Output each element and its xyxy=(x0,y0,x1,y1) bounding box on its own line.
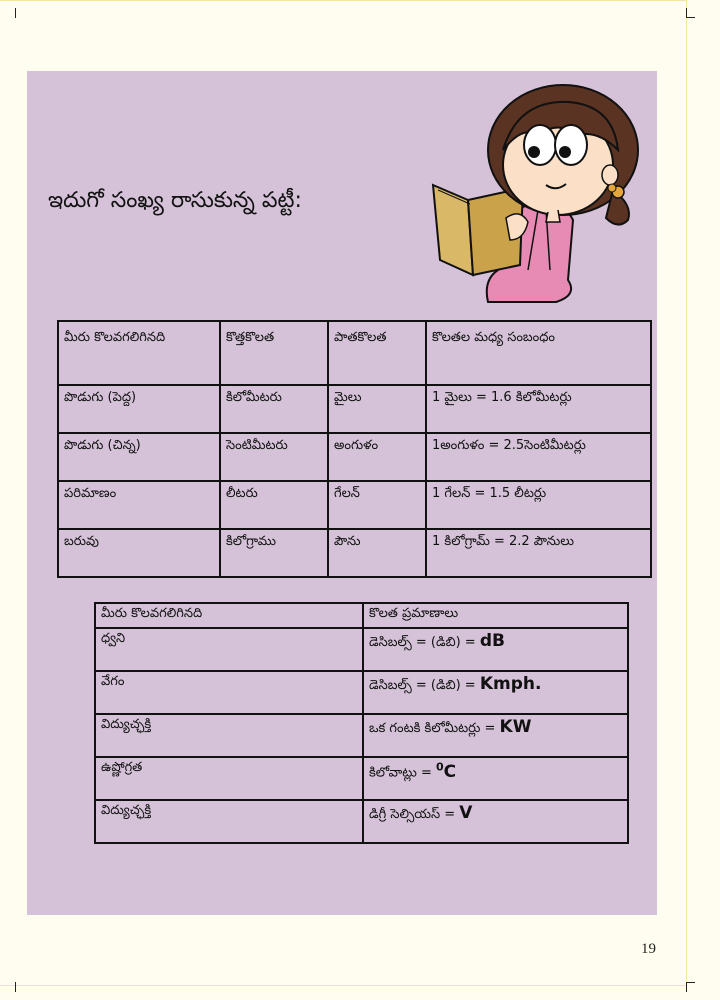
unit-symbol: Kmph. xyxy=(479,674,542,694)
table-cell: వేగం xyxy=(95,671,363,714)
unit-symbol: KW xyxy=(499,717,532,737)
crop-mark xyxy=(686,982,695,983)
table-cell: విద్యుచ్ఛక్తి xyxy=(95,714,363,757)
unit-prefix: డెసిబల్స్ = (డిబి) = xyxy=(369,678,480,693)
unit-superscript: 0 xyxy=(435,760,444,773)
table-cell: 1అంగుళం = 2.5సెంటిమీటర్లు xyxy=(426,433,651,481)
table-cell xyxy=(363,671,628,714)
table-cell: పరిమాణం xyxy=(58,481,220,529)
unit-prefix: ఒక గంటకి కిలోమీటర్లు = xyxy=(369,721,500,736)
table-cell: ఉష్ణోగ్రత xyxy=(95,757,363,800)
table-header-cell: పాతకొలత xyxy=(328,321,426,385)
table-cell: పొడుగు (పెద్ద) xyxy=(58,385,220,433)
crop-mark xyxy=(15,982,16,992)
table-cell: 1 కిలోగ్రామ్ = 2.2 పౌనులు xyxy=(426,529,651,577)
page-heading: ఇదుగో సంఖ్య రాసుకున్న పట్టీ: xyxy=(48,188,302,213)
table-cell: విద్యుచ్ఛక్తి xyxy=(95,800,363,843)
crop-mark xyxy=(686,17,695,18)
table-cell: పౌను xyxy=(328,529,426,577)
table-row xyxy=(58,481,651,529)
table-row xyxy=(95,628,628,671)
table-header-cell: కొత్తకొలత xyxy=(220,321,328,385)
table-header-row xyxy=(95,603,628,628)
unit-prefix: డెసిబల్స్ = (డిబి) = xyxy=(369,635,480,650)
unit-prefix: కిలోవాట్లు = xyxy=(369,765,436,781)
table-cell: ధ్వని xyxy=(95,628,363,671)
crop-mark xyxy=(15,8,16,18)
table-header-cell: మీరు కొలవగలిగినది xyxy=(58,321,220,385)
table-cell: బరువు xyxy=(58,529,220,577)
unit-symbol xyxy=(436,762,456,782)
table-row xyxy=(95,800,628,843)
units-table xyxy=(94,602,629,844)
unit-prefix: డిగ్రీ సెల్సియస్ = xyxy=(369,807,460,822)
unit-symbol: dB xyxy=(479,631,505,651)
unit-symbol: V xyxy=(459,803,473,823)
table-header-cell: కొలత ప్రమాణాలు xyxy=(363,603,628,628)
table-cell: గేలన్ xyxy=(328,481,426,529)
table-cell: మైలు xyxy=(328,385,426,433)
table-cell: సెంటిమీటరు xyxy=(220,433,328,481)
table-cell: 1 మైలు = 1.6 కిలోమీటర్లు xyxy=(426,385,651,433)
table-cell xyxy=(363,757,628,800)
table-cell xyxy=(363,628,628,671)
table-row xyxy=(58,433,651,481)
table-cell xyxy=(363,800,628,843)
table-header-cell: మీరు కొలవగలిగినది xyxy=(95,603,363,628)
girl-reading-illustration xyxy=(428,80,658,308)
table-header-cell: కొలతల మధ్య సంబంధం xyxy=(426,321,651,385)
table-row xyxy=(58,529,651,577)
table-cell: పొడుగు (చిన్న) xyxy=(58,433,220,481)
measurement-table xyxy=(57,320,652,578)
crop-mark xyxy=(686,982,687,992)
table-header-row xyxy=(58,321,651,385)
table-cell: లీటరు xyxy=(220,481,328,529)
unit-symbol-text: C xyxy=(443,761,457,782)
page-number: 19 xyxy=(641,941,656,957)
table-cell: అంగుళం xyxy=(328,433,426,481)
table-row xyxy=(95,671,628,714)
table-row xyxy=(58,385,651,433)
table-cell: కిలోమీటరు xyxy=(220,385,328,433)
table-row xyxy=(95,757,628,800)
table-cell xyxy=(363,714,628,757)
table-cell: 1 గేలన్ = 1.5 లీటర్లు xyxy=(426,481,651,529)
table-row xyxy=(95,714,628,757)
table-cell: కిలోగ్రాము xyxy=(220,529,328,577)
